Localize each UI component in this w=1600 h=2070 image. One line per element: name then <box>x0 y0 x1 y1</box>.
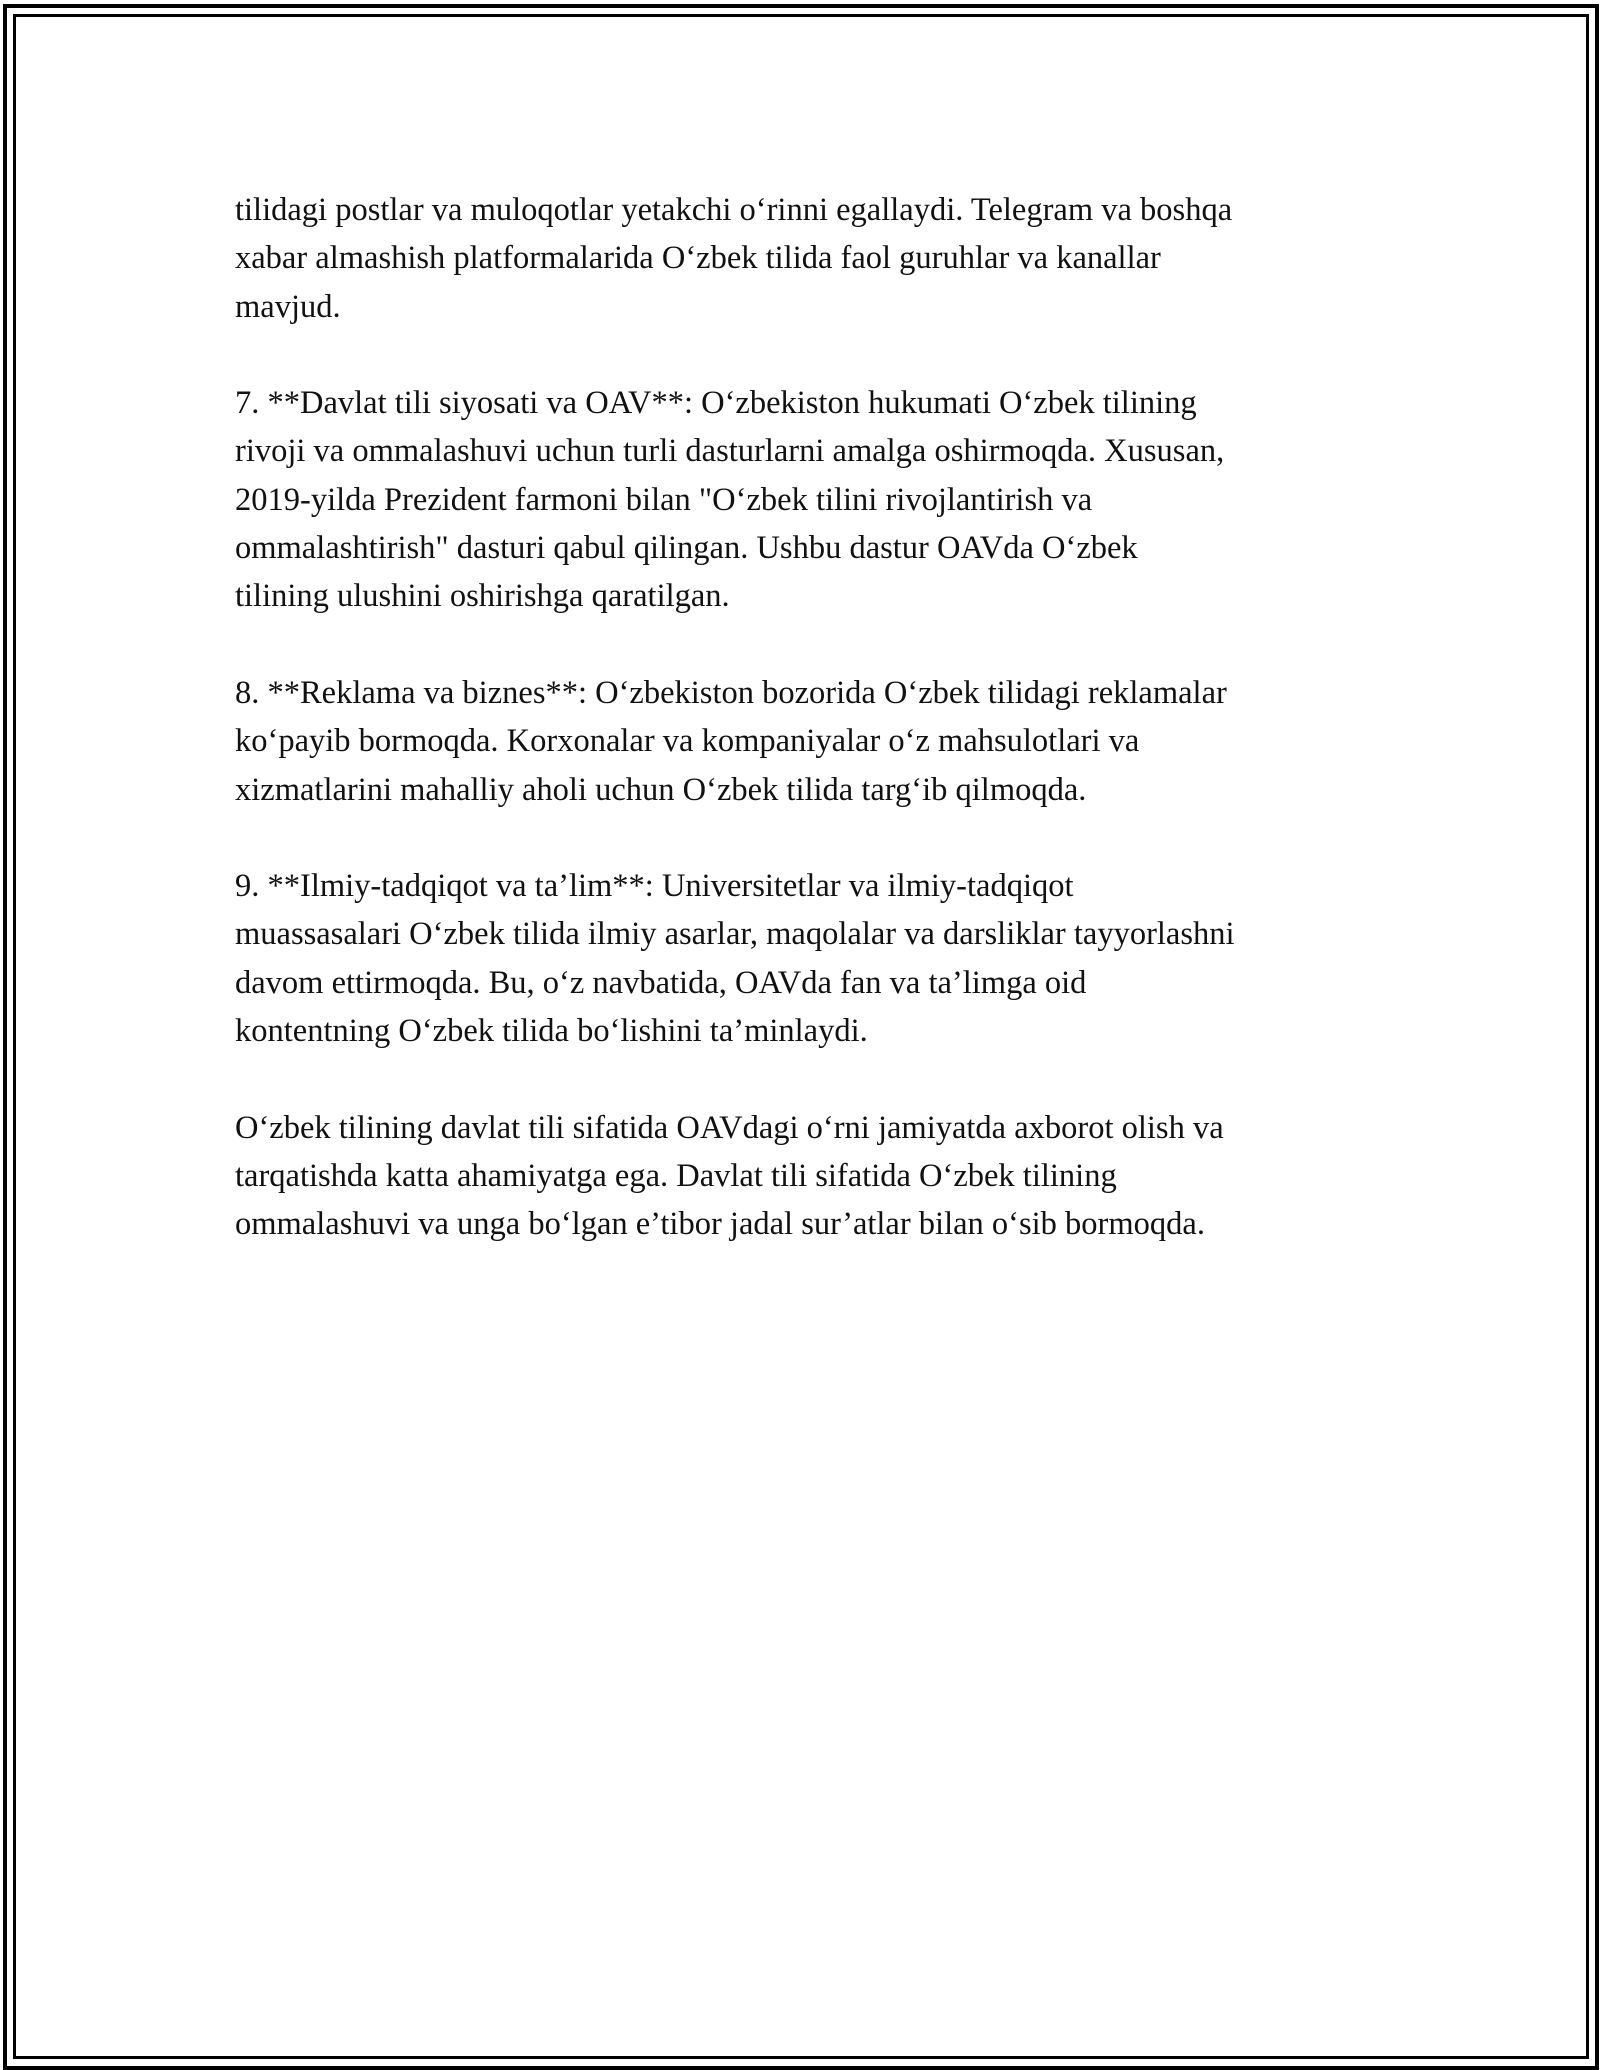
paragraph-social-media-continuation: tilidagi postlar va muloqotlar yetakchi o‘rinni egallaydi. Telegram va boshqa xabar almashish platformalarida O‘zbek tilida faol guruhlar va kanallar mavjud. <box>235 192 1233 325</box>
paragraph-state-language-policy: 7. **Davlat tili siyosati va OAV**: O‘zbekiston hukumati O‘zbek tilining rivoji va ommalashuvi uchun turli dasturlarni amalga oshirmoqda. Xususan, 2019-yilda Prezident farmoni bilan "O‘zbek tilini rivojlantirish va ommalashtirish" dasturi qabul qilingan. Ushbu dastur OAVda O‘zbek tilining ulushini oshirishga qaratilgan. <box>235 385 1225 615</box>
document-body <box>235 186 1370 1297</box>
paragraph-conclusion: O‘zbek tilining davlat tili sifatida OAVdagi o‘rni jamiyatda axborot olish va tarqatishda katta ahamiyatga ega. Davlat tili sifatida O‘zbek tilining ommalashuvi va unga bo‘lgan e’tibor jadal sur’atlar bilan o‘sib bormoqda. <box>235 1109 1224 1243</box>
paragraph-advertising-business: 8. **Reklama va biznes**: O‘zbekiston bozorida O‘zbek tilidagi reklamalar ko‘payib bormoqda. Korxonalar va kompaniyalar o‘z mahsulotlari va xizmatlarini mahalliy aholi uchun O‘zbek tilida targ‘ib qilmoqda. <box>235 674 1227 808</box>
paragraph-research-education: 9. **Ilmiy-tadqiqot va ta’lim**: Universitetlar va ilmiy-tadqiqot muassasalari O‘zbek tilida ilmiy asarlar, maqolalar va darsliklar tayyorlashni davom ettirmoqda. Bu, o‘z navbatida, OAVda fan va ta’limga oid kontentning O‘zbek tilida bo‘lishini ta’minlaydi. <box>235 868 1235 1050</box>
